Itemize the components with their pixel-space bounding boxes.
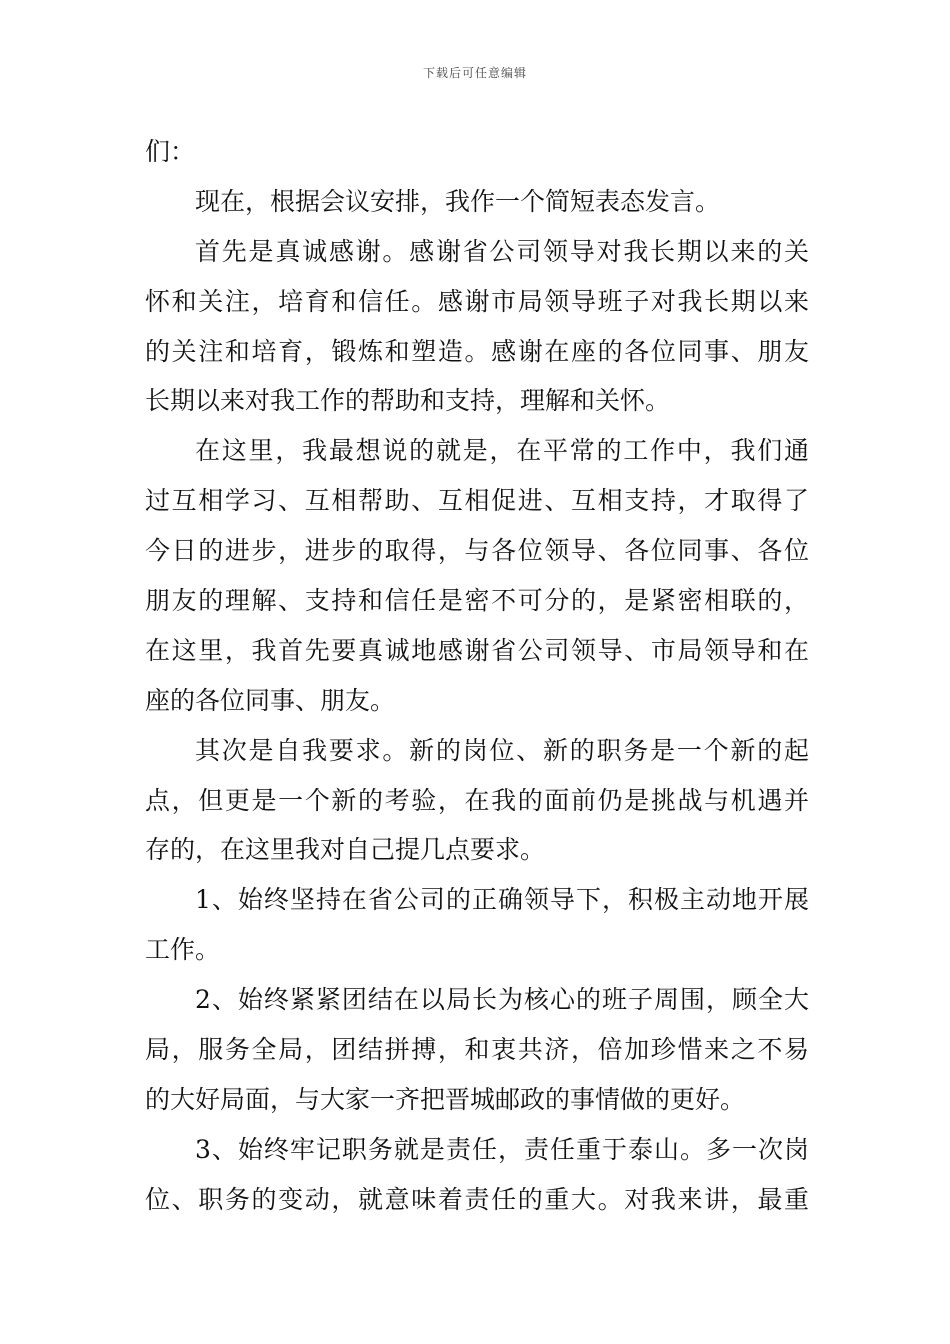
document-body — [145, 127, 809, 1225]
text-line: 的大好局面，与大家一齐把晋城邮政的事情做的更好。 — [145, 1084, 746, 1114]
text-line: 怀和关注，培育和信任。感谢市局领导班子对我长期以来 — [145, 286, 809, 316]
text-line: 首先是真诚感谢。感谢省公司领导对我长期以来的关 — [195, 236, 809, 266]
text-line: 在这里，我最想说的就是，在平常的工作中，我们通 — [195, 436, 809, 466]
text-line: 位、职务的变动，就意味着责任的重大。对我来讲，最重 — [145, 1184, 809, 1214]
page-header: 下载后可任意编辑 — [422, 66, 527, 80]
text-line: 的关注和培育，锻炼和塑造。感谢在座的各位同事、朋友 — [145, 336, 809, 366]
text-line: 座的各位同事、朋友。 — [145, 685, 396, 715]
text-line: 3、始终牢记职务就是责任，责任重于泰山。多一次岗 — [195, 1134, 809, 1164]
text-line: 局，服务全局，团结拼搏，和衷共济，倍加珍惜来之不易 — [145, 1035, 809, 1065]
text-line: 过互相学习、互相帮助、互相促进、互相支持，才取得了 — [145, 486, 809, 516]
text-line: 其次是自我要求。新的岗位、新的职务是一个新的起 — [195, 735, 809, 765]
text-line: 长期以来对我工作的帮助和支持，理解和关怀。 — [145, 386, 671, 416]
text-line: 工作。 — [145, 935, 221, 965]
text-line: 们： — [145, 137, 196, 166]
text-line: 今日的进步，进步的取得，与各位领导、各位同事、各位 — [145, 536, 809, 566]
text-line: 点，但更是一个新的考验，在我的面前仍是挑战与机遇并 — [145, 785, 809, 815]
text-line: 现在，根据会议安排，我作一个简短表态发言。 — [195, 186, 721, 216]
text-line: 2、始终紧紧团结在以局长为核心的班子周围，顾全大 — [195, 985, 809, 1015]
text-line: 1、始终坚持在省公司的正确领导下，积极主动地开展 — [195, 885, 809, 915]
text-line: 朋友的理解、支持和信任是密不可分的，是紧密相联的， — [145, 586, 809, 616]
text-line: 存的，在这里我对自己提几点要求。 — [145, 835, 546, 865]
text-line: 在这里，我首先要真诚地感谢省公司领导、市局领导和在 — [145, 635, 809, 665]
